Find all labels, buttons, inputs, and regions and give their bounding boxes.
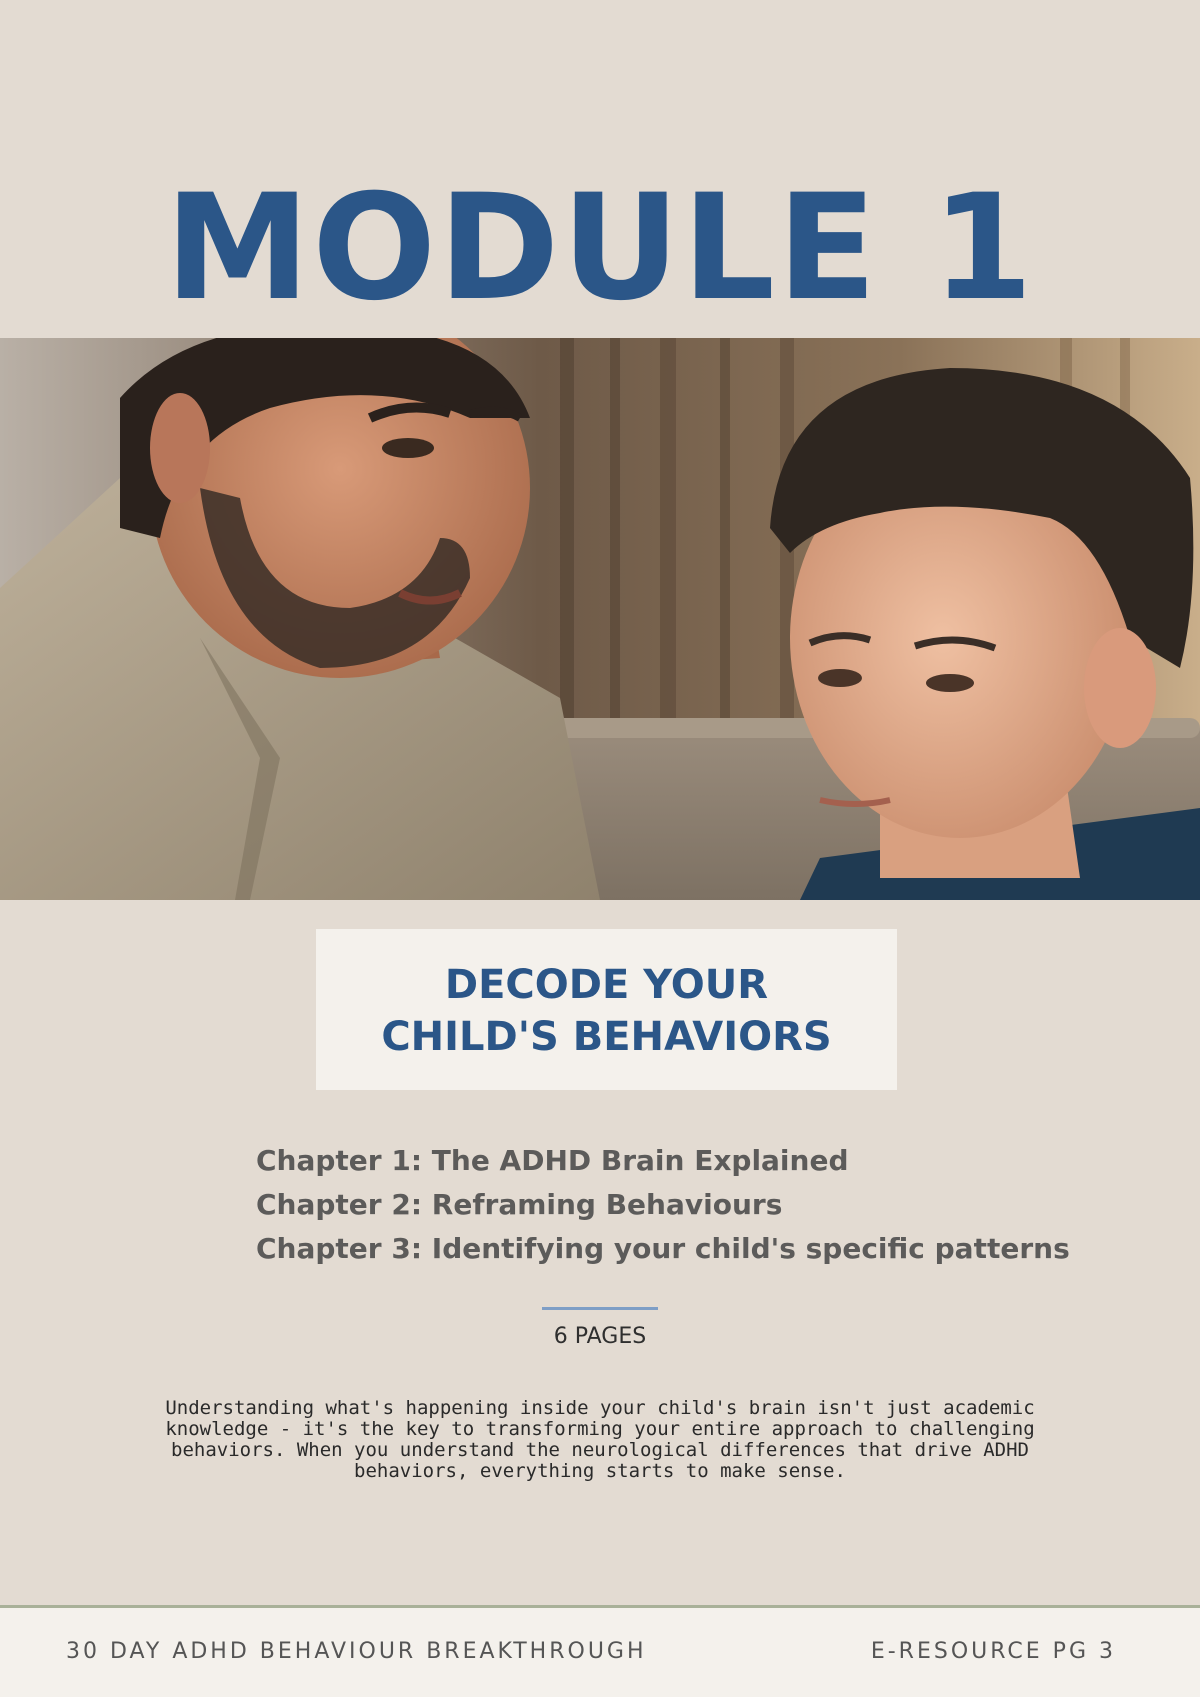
module-title: MODULE 1 xyxy=(164,163,1036,333)
chapter-item-1: Chapter 1: The ADHD Brain Explained xyxy=(256,1144,849,1177)
divider xyxy=(542,1307,658,1310)
chapter-item-3: Chapter 3: Identifying your child's specific patterns xyxy=(256,1232,1070,1265)
page-count: 6 PAGES xyxy=(553,1324,647,1349)
module-subtitle-card xyxy=(316,929,897,1090)
subtitle-line-2: CHILD'S BEHAVIORS xyxy=(381,1014,832,1060)
footer xyxy=(0,1608,1200,1697)
description-line-4: behaviors, everything starts to make sense. xyxy=(354,1460,846,1482)
description-line-2: knowledge - it's the key to transforming your entire approach to challenging xyxy=(165,1418,1035,1440)
description-line-1: Understanding what's happening inside your child's brain isn't just academic xyxy=(165,1397,1035,1419)
description-line-3: behaviors. When you understand the neurological differences that drive ADHD xyxy=(171,1439,1029,1461)
footer-page-number: E-RESOURCE PG 3 xyxy=(870,1639,1116,1664)
subtitle-line-1: DECODE YOUR xyxy=(444,962,769,1008)
footer-program-title: 30 DAY ADHD BEHAVIOUR BREAKTHROUGH xyxy=(66,1639,647,1664)
module-description xyxy=(128,1398,1072,1482)
photo-father-and-son-icon xyxy=(0,338,1200,900)
hero-photo xyxy=(0,338,1200,900)
chapter-item-2: Chapter 2: Reframing Behaviours xyxy=(256,1188,783,1221)
chapter-list xyxy=(256,1139,1070,1271)
